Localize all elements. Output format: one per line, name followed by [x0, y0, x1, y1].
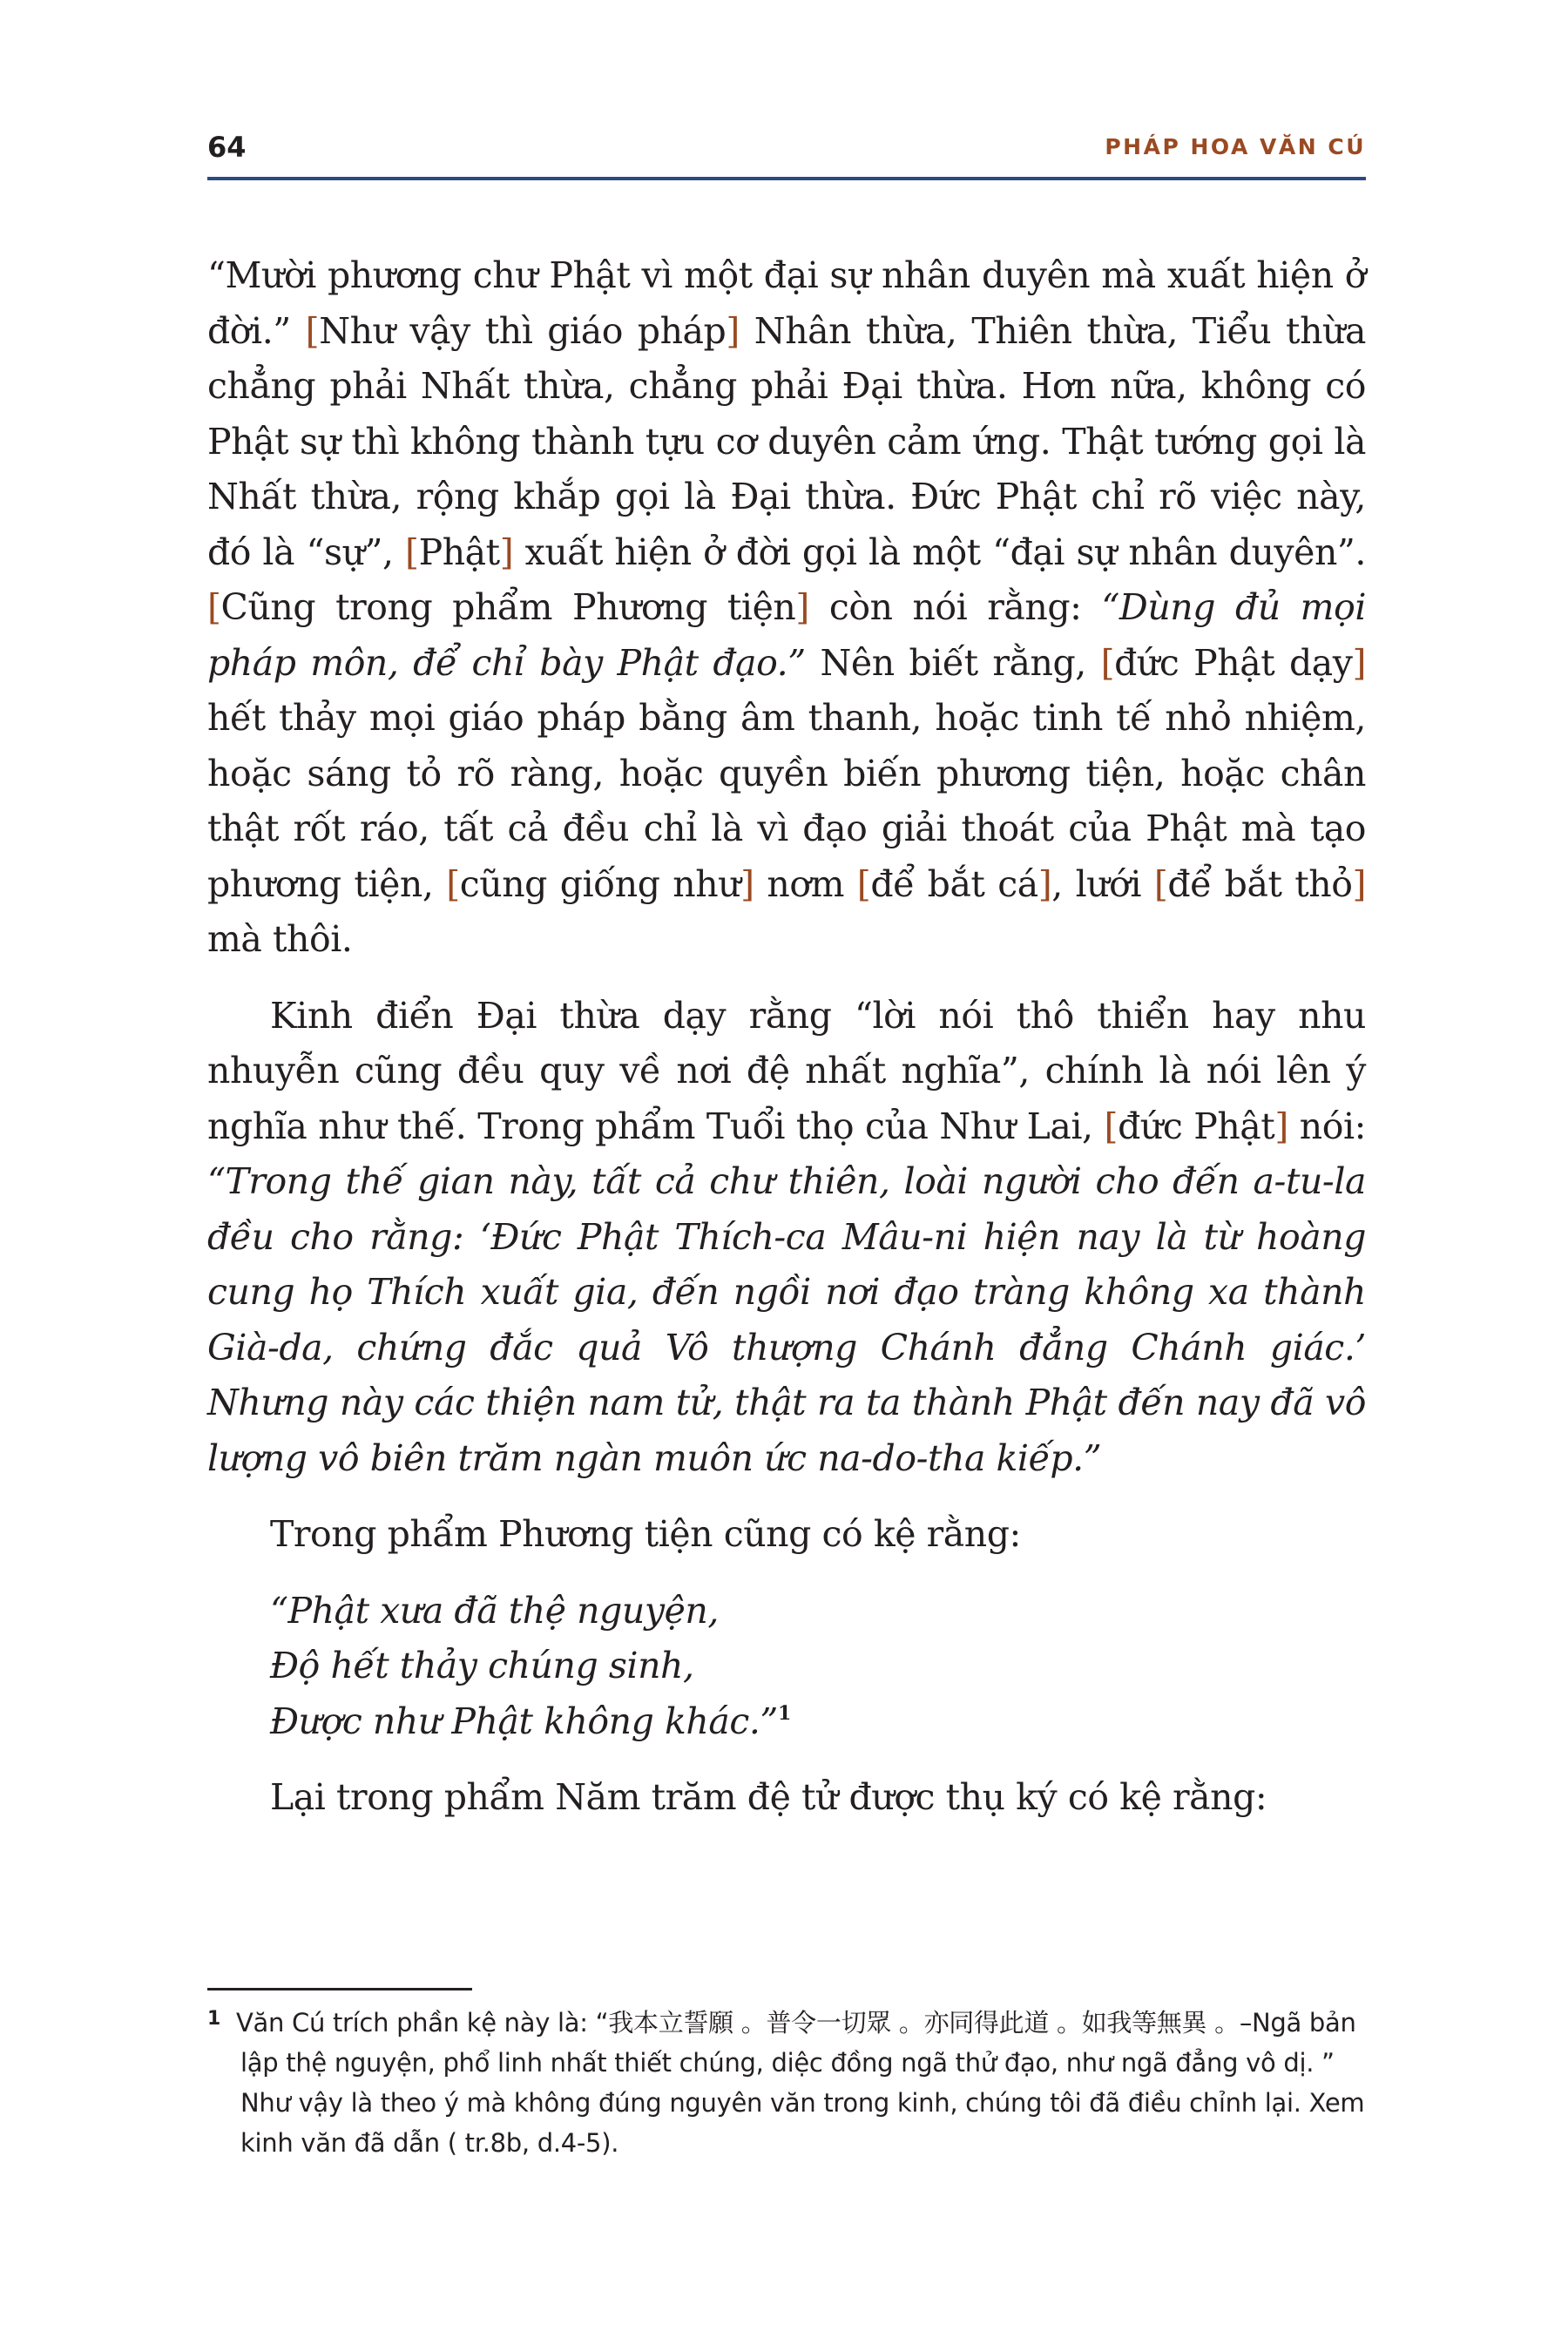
- header-rule: [207, 177, 1366, 180]
- page-number: 64: [207, 131, 247, 164]
- paragraph-1: “Mười phương chư Phật vì một đại sự nhân duyên mà xuất hiện ở đời.” [Như vậy thì giáo pháp] Nhân thừa, Thiên thừa, Tiểu thừa chẳng phải Nhất thừa, chẳng phải Đại thừa. Hơn nữa, không có Phật sự thì không thành tựu cơ duyên cảm ứng. Thật tướng gọi là Nhất thừa, rộng khắp gọi là Đại thừa. Đức Phật chỉ rõ việc này, đó là “sự”, [Phật] xuất hiện ở đời gọi là một “đại sự nhân duyên”. [Cũng trong phẩm Phương tiện] còn nói rằng: “Dùng đủ mọi pháp môn, để chỉ bày Phật đạo.” Nên biết rằng, [đức Phật dạy] hết thảy mọi giáo pháp bằng âm thanh, hoặc tinh tế nhỏ nhiệm, hoặc sáng tỏ rõ ràng, hoặc quyền biến phương tiện, hoặc chân thật rốt ráo, tất cả đều chỉ là vì đạo giải thoát của Phật mà tạo phương tiện, [cũng giống như] nơm [để bắt cá], lưới [để bắt thỏ] mà thôi.: [207, 254, 1367, 960]
- paragraph-4: Lại trong phẩm Năm trăm đệ tử được thụ ký có kệ rằng:: [270, 1776, 1267, 1818]
- footnote: [207, 1999, 1366, 2163]
- verse-block: [207, 1584, 1366, 1750]
- running-title: PHÁP HOA VĂN CÚ: [1105, 134, 1366, 159]
- footnote-rule: [207, 1988, 472, 1990]
- verse-line: “Phật xưa đã thệ nguyện,: [270, 1589, 719, 1632]
- quote-italic: “Trong thế gian này, tất cả chư thiên, loài người cho đến a-tu-la đều cho rằng: ‘Đức Phật Thích-ca Mâu-ni hiện nay là từ hoàng cung họ Thích xuất gia, đến ngồi nơi đạo tràng không xa thành Già-da, chứng đắc quả Vô thượng Chánh đẳng Chánh giác.’ Nhưng này các thiện nam tử, thật ra ta thành Phật đến nay đã vô lượng vô biên trăm ngàn muôn ức na-do-tha kiếp.”: [207, 1160, 1366, 1479]
- verse-line: Được như Phật không khác.”$^1$: [270, 1700, 791, 1742]
- paragraph-2: Kinh điển Đại thừa dạy rằng “lời nói thô thiển hay nhu nhuyễn cũng đều quy về nơi đệ nhất nghĩa”, chính là nói lên ý nghĩa như thế. Trong phẩm Tuổi thọ của Như Lai, [đức Phật] nói: “Trong thế gian này, tất cả chư thiên, loài người cho đến a-tu-la đều cho rằng: ‘Đức Phật Thích-ca Mâu-ni hiện nay là từ hoàng cung họ Thích xuất gia, đến ngồi nơi đạo tràng không xa thành Già-da, chứng đắc quả Vô thượng Chánh đẳng Chánh giác.’ Nhưng này các thiện nam tử, thật ra ta thành Phật đến nay đã vô lượng vô biên trăm ngàn muôn ức na-do-tha kiếp.”: [207, 994, 1366, 1479]
- verse-line: Độ hết thảy chúng sinh,: [270, 1645, 694, 1686]
- footnote-text: Văn Cú trích phần kệ này là: “我本立誓願 。普令一切眾 。亦同得此道 。如我等無異 。–Ngã bản lập thệ nguyện, phổ linh nhất thiết chúng, diệc đồng ngã thử đạo, như ngã đẳng vô dị. ” Như vậy là theo ý mà không đúng nguyên văn trong kinh, chúng tôi đã điều chỉnh lại. Xem kinh văn đã dẫn ( tr.8b, d.4-5).: [236, 2008, 1365, 2158]
- footnote-reference[interactable]: 1: [777, 1701, 791, 1725]
- page-header: [207, 131, 1366, 183]
- footnote-number: 1: [207, 2008, 221, 2030]
- main-text: [207, 248, 1366, 1826]
- quote-italic: “Dùng đủ mọi pháp môn, để chỉ bày Phật đạo.”: [207, 586, 1366, 684]
- paragraph-3: Trong phẩm Phương tiện cũng có kệ rằng:: [270, 1513, 1021, 1555]
